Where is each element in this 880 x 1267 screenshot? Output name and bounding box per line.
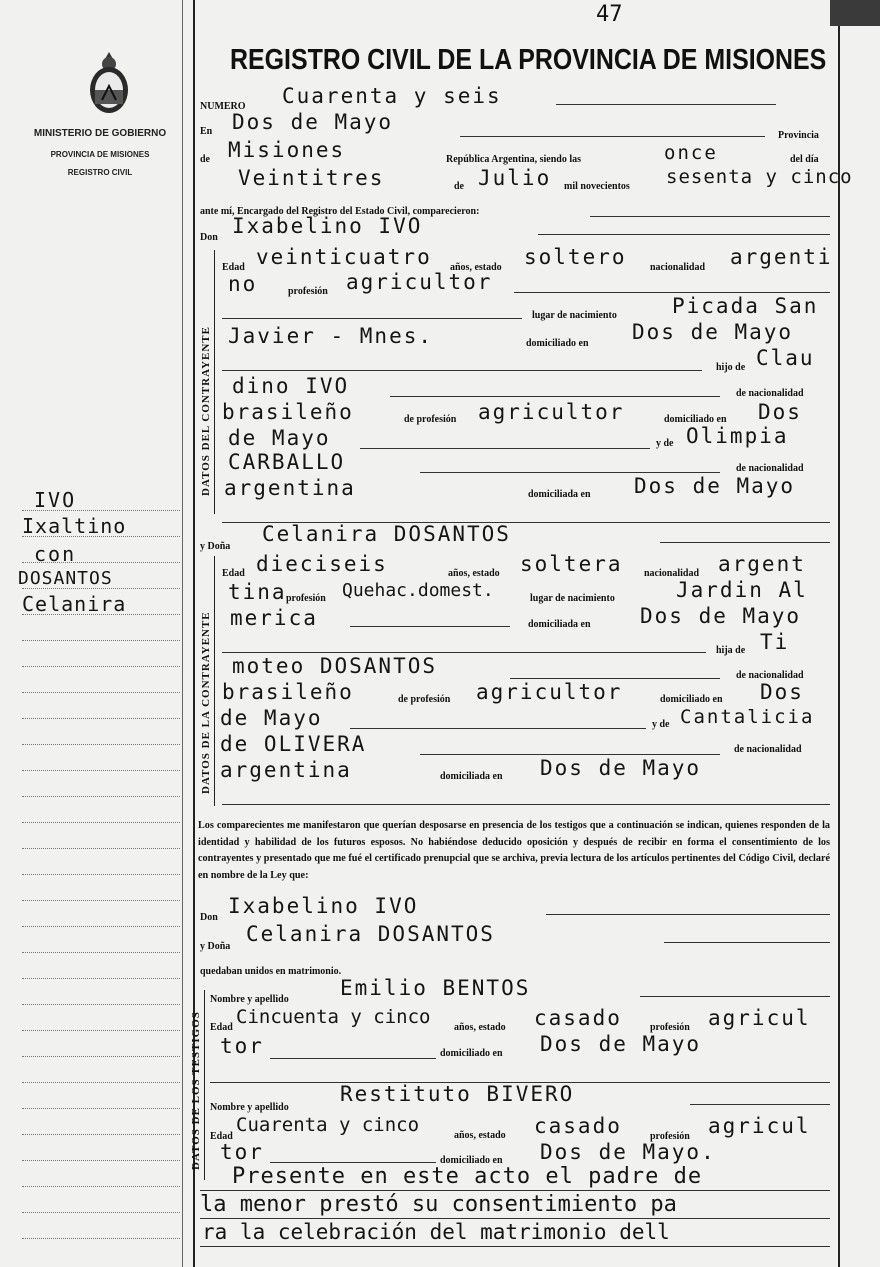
groom-lugar-nac-1: Picada San bbox=[672, 294, 819, 318]
witness1-domicilio: Dos de Mayo bbox=[540, 1032, 702, 1056]
margin-rule bbox=[22, 1134, 180, 1135]
province-name: PROVINCIA DE MISIONES bbox=[50, 150, 150, 159]
witness2-profesion-2: tor bbox=[220, 1140, 264, 1164]
rule bbox=[200, 1190, 830, 1191]
bride-padre-dom-1: Dos bbox=[760, 680, 804, 704]
rule bbox=[640, 996, 830, 997]
bracket bbox=[214, 250, 215, 514]
field-lugar: Dos de Mayo bbox=[232, 110, 394, 134]
label-de-nacionalidad: de nacionalidad bbox=[736, 388, 804, 399]
declaration-paragraph: Los comparecientes me manifestaron que querían desposarse en presencia de los testigos que a continuación se indican, quienes responden de la identidad y habilidad de los futuros esposos. No habiéndose deducido oposición y después de recibir en forma el consentimiento de los contrayentes y presentado que me fué el certificado prenupcial que se archiva, previa lectura de los artículos pertinentes del Código Civil, declaré en nombre de la Ley que: bbox=[198, 820, 830, 881]
bracket bbox=[214, 556, 215, 806]
ministry-name: MINISTERIO DE GOBIERNO bbox=[33, 128, 167, 139]
bride-lugar-nac-2: merica bbox=[230, 606, 318, 630]
margin-rule bbox=[22, 1212, 180, 1213]
label-edad: Edad bbox=[210, 1022, 233, 1033]
margin-rule bbox=[22, 1186, 180, 1187]
groom-madre-1: Olimpia bbox=[686, 424, 789, 448]
label-lugar-nac: lugar de nacimiento bbox=[530, 593, 615, 604]
label-don: Don bbox=[200, 232, 218, 243]
rule bbox=[664, 942, 830, 943]
label-domiciliado-en: domiciliado en bbox=[664, 414, 727, 425]
label-estado: años, estado bbox=[454, 1130, 506, 1141]
witness2-profesion-1: agricul bbox=[708, 1114, 811, 1138]
label-mil: mil novecientos bbox=[564, 181, 630, 192]
bride-nacionalidad-1: argent bbox=[718, 552, 806, 576]
margin-rule bbox=[22, 640, 180, 641]
margin-edge-line bbox=[182, 0, 183, 1267]
rule bbox=[690, 1104, 830, 1105]
label-edad: Edad bbox=[222, 262, 245, 273]
label-domiciliada-en: domiciliada en bbox=[440, 771, 503, 782]
rule bbox=[222, 370, 702, 371]
label-domiciliada-en: domiciliada en bbox=[528, 489, 591, 500]
groom-padre-prof: agricultor bbox=[478, 400, 625, 424]
label-de-nacionalidad: de nacionalidad bbox=[736, 670, 804, 681]
margin-rule bbox=[22, 926, 180, 927]
bride-nacionalidad-2: tina bbox=[228, 580, 287, 604]
rule bbox=[222, 804, 830, 805]
label-nombre-apellido: Nombre y apellido bbox=[210, 1102, 289, 1113]
field-mes: Julio bbox=[478, 166, 552, 190]
rule bbox=[420, 754, 720, 755]
bride-padre-nac: brasileño bbox=[222, 680, 354, 704]
bride-madre-dom: Dos de Mayo bbox=[540, 756, 702, 780]
witness1-profesion-2: tor bbox=[220, 1034, 264, 1058]
field-hora: once bbox=[664, 142, 718, 164]
margin-rule bbox=[22, 666, 180, 667]
groom-padre-nac: brasileño bbox=[222, 400, 354, 424]
witnesses-side-label: DATOS DE LOS TESTIGOS bbox=[190, 1011, 202, 1170]
rule bbox=[270, 1058, 436, 1059]
rule bbox=[420, 472, 720, 473]
label-y-de: y de bbox=[652, 719, 670, 730]
witness1-name: Emilio BENTOS bbox=[340, 976, 531, 1000]
page-title: REGISTRO CIVIL DE LA PROVINCIA DE MISIONES bbox=[230, 44, 827, 76]
label-republica: República Argentina, siendo las bbox=[446, 154, 582, 165]
margin-rule bbox=[22, 692, 180, 693]
margin-rule bbox=[22, 1238, 180, 1239]
bride-padre-1: Ti bbox=[760, 630, 790, 654]
field-dia: Veintitres bbox=[238, 166, 385, 190]
margin-rule bbox=[22, 978, 180, 979]
label-domiciliado: domiciliado en bbox=[440, 1048, 503, 1059]
groom-nacionalidad-1: argenti bbox=[730, 245, 833, 269]
witness2-edad: Cuarenta y cinco bbox=[236, 1114, 420, 1136]
declared-bride: Celanira DOSANTOS bbox=[246, 922, 495, 946]
label-de-mes: de bbox=[454, 181, 464, 192]
margin-rule bbox=[22, 1082, 180, 1083]
declared-groom: Ixabelino IVO bbox=[228, 894, 419, 918]
label-estado: años, estado bbox=[450, 262, 502, 273]
label-de-nacionalidad: de nacionalidad bbox=[734, 744, 802, 755]
groom-padre-1: Clau bbox=[756, 346, 815, 370]
label-y-dona: y Doña bbox=[200, 941, 231, 952]
groom-padre-2: dino IVO bbox=[232, 374, 350, 398]
bride-padre-prof: agricultor bbox=[476, 680, 623, 704]
bride-madre-1: Cantalicia bbox=[680, 706, 815, 728]
label-nacionalidad: nacionalidad bbox=[644, 568, 700, 579]
label-estado: años, estado bbox=[454, 1022, 506, 1033]
groom-name: Ixabelino IVO bbox=[232, 214, 423, 238]
field-provincia: Misiones bbox=[228, 138, 346, 162]
note-line-3: ra la celebración del matrimonio dell bbox=[202, 1220, 670, 1244]
label-y-dona: y Doña bbox=[200, 541, 231, 552]
bride-profesion: Quehac.domest. bbox=[342, 580, 494, 601]
groom-edad: veinticuatro bbox=[256, 245, 432, 269]
label-numero: NUMERO bbox=[200, 101, 246, 112]
label-domiciliada: domiciliada en bbox=[528, 619, 591, 630]
witness2-domicilio: Dos de Mayo. bbox=[540, 1140, 716, 1164]
margin-rule bbox=[22, 718, 180, 719]
field-numero: Cuarenta y seis bbox=[282, 84, 502, 108]
label-de-profesion: de profesión bbox=[398, 694, 451, 705]
bride-padre-dom-2: de Mayo bbox=[220, 706, 323, 730]
margin-note-2: Ixaltino bbox=[22, 514, 127, 538]
bride-madre-2: de OLIVERA bbox=[220, 732, 367, 756]
label-profesion: profesión bbox=[286, 593, 326, 604]
rule bbox=[360, 448, 650, 449]
bride-lugar-nac-1: Jardin Al bbox=[676, 578, 808, 602]
margin-note-1: IVO bbox=[34, 488, 77, 512]
groom-lugar-nac-2: Javier - Mnes. bbox=[228, 324, 434, 348]
label-domiciliado: domiciliado en bbox=[440, 1155, 503, 1166]
margin-rule bbox=[22, 1030, 180, 1031]
rule bbox=[270, 1162, 436, 1163]
margin-rule bbox=[22, 874, 180, 875]
rule bbox=[510, 678, 720, 679]
margin-rule bbox=[22, 796, 180, 797]
margin-rule bbox=[22, 1056, 180, 1057]
groom-padre-dom-2: de Mayo bbox=[228, 426, 331, 450]
label-nombre-apellido: Nombre y apellido bbox=[210, 994, 289, 1005]
margin-rule bbox=[22, 952, 180, 953]
rule bbox=[222, 652, 706, 653]
label-en: En bbox=[200, 126, 213, 137]
bride-madre-nac: argentina bbox=[220, 758, 352, 782]
bride-estado: soltera bbox=[520, 552, 623, 576]
groom-side-label: DATOS DEL CONTRAYENTE bbox=[200, 326, 212, 496]
label-hijo-de: hijo de bbox=[716, 362, 746, 373]
rule bbox=[514, 292, 830, 293]
margin-rule bbox=[22, 744, 180, 745]
label-de-profesion: de profesión bbox=[404, 414, 457, 425]
rule bbox=[200, 1246, 830, 1247]
rule bbox=[200, 1218, 830, 1219]
label-profesion: profesión bbox=[650, 1022, 690, 1033]
label-estado: años, estado bbox=[448, 568, 500, 579]
groom-padre-dom-1: Dos bbox=[758, 400, 802, 424]
note-line-1: Presente en este acto el padre de bbox=[232, 1164, 703, 1189]
groom-domicilio: Dos de Mayo bbox=[632, 320, 794, 344]
label-provincia: Provincia bbox=[778, 130, 819, 141]
witness1-edad: Cincuenta y cinco bbox=[236, 1006, 431, 1028]
rule bbox=[546, 914, 830, 915]
rule bbox=[222, 318, 522, 319]
label-edad: Edad bbox=[222, 568, 245, 579]
rule bbox=[390, 396, 720, 397]
page-number: 47 bbox=[596, 2, 623, 27]
margin-rule bbox=[22, 822, 180, 823]
witness1-estado: casado bbox=[534, 1006, 622, 1030]
label-quedaban: quedaban unidos en matrimonio. bbox=[200, 966, 342, 977]
groom-nacionalidad-2: no bbox=[228, 272, 258, 296]
label-de-nacionalidad: de nacionalidad bbox=[736, 463, 804, 474]
rule bbox=[460, 136, 765, 137]
rule bbox=[538, 234, 830, 235]
margin-note-5: Celanira bbox=[22, 592, 127, 616]
bride-edad: dieciseis bbox=[256, 552, 388, 576]
witness2-estado: casado bbox=[534, 1114, 622, 1138]
margin-rule bbox=[22, 1160, 180, 1161]
label-edad: Edad bbox=[210, 1131, 233, 1142]
groom-madre-nac: argentina bbox=[224, 476, 356, 500]
groom-profesion: agricultor bbox=[346, 270, 493, 294]
note-line-2: la menor prestó su consentimiento pa bbox=[200, 1192, 677, 1217]
rule bbox=[350, 728, 646, 729]
witness2-name: Restituto BIVERO bbox=[340, 1082, 575, 1106]
label-profesion: profesión bbox=[288, 286, 328, 297]
label-del-dia: del día bbox=[790, 154, 819, 165]
label-profesion: profesión bbox=[650, 1131, 690, 1142]
bride-name: Celanira DOSANTOS bbox=[262, 522, 511, 546]
bride-side-label: DATOS DE LA CONTRAYENTE bbox=[200, 611, 212, 794]
margin-rule bbox=[22, 770, 180, 771]
groom-estado: soltero bbox=[524, 245, 627, 269]
groom-madre-dom: Dos de Mayo bbox=[634, 474, 796, 498]
margin-rule bbox=[22, 1004, 180, 1005]
label-hija-de: hija de bbox=[716, 645, 746, 656]
witness1-profesion-1: agricul bbox=[708, 1006, 811, 1030]
margin-rule bbox=[22, 1108, 180, 1109]
rule bbox=[590, 216, 830, 217]
registry-office: REGISTRO CIVIL bbox=[67, 168, 133, 177]
label-nacionalidad: nacionalidad bbox=[650, 262, 706, 273]
coat-of-arms-icon bbox=[84, 48, 134, 118]
label-don: Don bbox=[200, 912, 218, 923]
margin-note-4: DOSANTOS bbox=[18, 568, 113, 589]
rule bbox=[556, 104, 776, 105]
bride-domicilio: Dos de Mayo bbox=[640, 604, 802, 628]
bride-padre-2: moteo DOSANTOS bbox=[232, 654, 438, 678]
label-domiciliado: domiciliado en bbox=[526, 338, 589, 349]
scan-corner-shadow bbox=[830, 0, 880, 26]
bracket bbox=[204, 990, 205, 1180]
rule bbox=[350, 626, 510, 627]
margin-rule bbox=[22, 848, 180, 849]
label-y-de: y de bbox=[656, 438, 674, 449]
margin-note-3: con bbox=[34, 542, 77, 566]
label-de: de bbox=[200, 154, 210, 165]
label-ante: ante mí, Encargado del Registro del Estado Civil, comparecieron: bbox=[200, 206, 480, 217]
margin-rule bbox=[22, 900, 180, 901]
rule bbox=[660, 542, 830, 543]
label-domiciliado-en: domiciliado en bbox=[660, 694, 723, 705]
field-anio: sesenta y cinco bbox=[666, 166, 853, 188]
groom-madre-2: CARBALLO bbox=[228, 450, 346, 474]
right-border-line bbox=[838, 0, 840, 1267]
label-lugar-nac: lugar de nacimiento bbox=[532, 310, 617, 321]
